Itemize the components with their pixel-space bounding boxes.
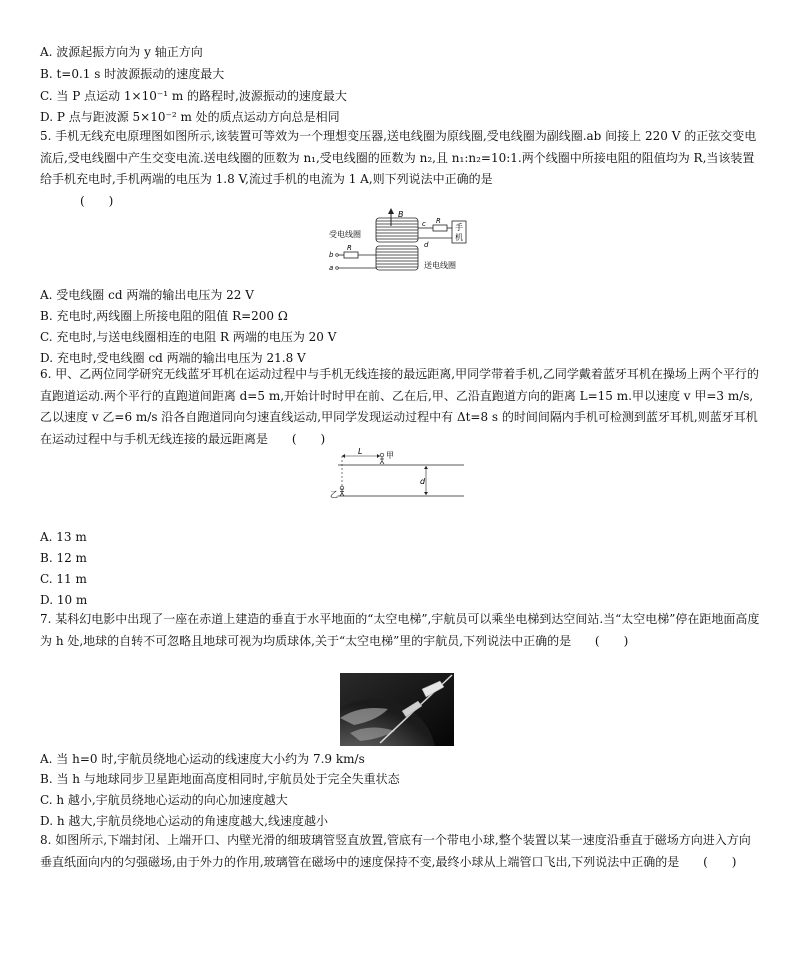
label-d: d — [424, 241, 429, 249]
q5-charger-figure — [328, 208, 478, 274]
d-arrow-top — [424, 466, 428, 469]
label-phone-2: 机 — [455, 233, 463, 242]
q7-stem-text: 7. 某科幻电影中出现了一座在赤道上建造的垂直于水平地面的“太空电梯”,宇航员可以乘坐电梯到达空间站.当“太空电梯”停在距地面高度为 h 处,地球的自转不可忽略且地球可视为均质球体,关于“太空电梯”里的宇航员,下列说法中正确的是 — [40, 612, 760, 648]
q5-stem-text: 5. 手机无线充电原理图如图所示,该装置可等效为一个理想变压器,送电线圈为原线圈,受电线圈为副线圈.ab 间接上 220 V 的正弦交变电流后,受电线圈中产生交变电流.送电线圈的匝数为 n₁,受电线圈的匝数为 n₂,且 n₁:n₂=10:1.两个线圈中所接电阻的阻值均为 R,当该装置给手机充电时,手机两端的电压为 1.8 V,流过手机的电流为 1 A,则下列说法中正确的是 — [40, 129, 757, 186]
label-receive-coil: 受电线圈 — [329, 230, 361, 239]
q7-stem — [40, 609, 760, 652]
runner-yi-icon — [340, 486, 344, 496]
label-b: b — [329, 251, 334, 259]
q8-answer-paren: ( ) — [703, 854, 737, 869]
q6-answer-paren: ( ) — [291, 431, 326, 446]
b-field-arrowhead — [388, 208, 394, 214]
q6-option-d: D. 10 m — [40, 593, 88, 607]
q8-stem — [40, 830, 760, 873]
label-c: c — [422, 220, 426, 228]
label-b-field: B — [398, 210, 404, 219]
q4-option-a: A. 波源起振方向为 y 轴正方向 — [40, 45, 203, 59]
space-elevator-photo — [340, 673, 454, 746]
q5-option-d: D. 充电时,受电线圈 cd 两端的输出电压为 21.8 V — [40, 351, 306, 365]
l-arrow-left — [342, 454, 345, 458]
receive-coil — [376, 218, 418, 242]
q6-stem — [40, 364, 760, 450]
q7-answer-paren: ( ) — [594, 633, 629, 648]
q4-option-d: D. P 点与距波源 5×10⁻² m 处的质点运动方向总是相同 — [40, 110, 340, 124]
q5-answer-paren: ( ) — [80, 193, 114, 208]
q5-stem — [40, 126, 760, 212]
q4-option-c: C. 当 P 点运动 1×10⁻¹ m 的路程时,波源振动的速度最大 — [40, 89, 347, 103]
q6-option-a: A. 13 m — [40, 530, 87, 544]
terminal-b — [336, 254, 339, 257]
label-l: L — [358, 447, 363, 456]
runner-jia-icon — [380, 453, 384, 464]
q6-stem-text: 6. 甲、乙两位同学研究无线蓝牙耳机在运动过程中与手机无线连接的最远距离,甲同学带着手机,乙同学戴着蓝牙耳机在操场上两个平行的直跑道运动.两个平行的直跑道间距离 d=5 m,开始计时时甲在前、乙在后,甲、乙沿直跑道方向的距离 L=15 m.甲以速度 v 甲=3 m/s,乙以速度 v 乙=6 m/s 沿各自跑道同向匀速直线运动,甲同学发现运动过程中有 Δt=8 s 的时间间隔内手机可检测到蓝牙耳机,则蓝牙耳机在运动过程中与手机无线连接的最远距离是 — [40, 367, 759, 446]
q4-option-b: B. t=0.1 s 时波源振动的速度最大 — [40, 67, 225, 81]
q7-option-a: A. 当 h=0 时,宇航员绕地心运动的线速度大小约为 7.9 km/s — [40, 752, 365, 766]
l-arrow-right — [377, 454, 380, 458]
label-r-bottom: R — [347, 244, 352, 252]
label-phone-1: 手 — [455, 223, 463, 232]
q5-option-b: B. 充电时,两线圈上所接电阻的阻值 R=200 Ω — [40, 309, 288, 323]
q8-stem-text: 8. 如图所示,下端封闭、上端开口、内壁光滑的细玻璃管竖直放置,管底有一个带电小球,整个装置以某一速度沿垂直于磁场方向进入方向垂直纸面向内的匀强磁场,由于外力的作用,玻璃管在磁场中的速度保持不变,最终小球从上端管口飞出,下列说法中正确的是 — [40, 833, 751, 869]
label-d-width: d — [420, 477, 426, 486]
label-jia: 甲 — [386, 451, 394, 460]
space-elevator-illustration — [340, 673, 454, 746]
q7-option-d: D. h 越大,宇航员绕地心运动的角速度越大,线速度越小 — [40, 814, 328, 828]
q5-option-a: A. 受电线圈 cd 两端的输出电压为 22 V — [40, 288, 254, 302]
q7-option-b: B. 当 h 与地球同步卫星距地面高度相同时,宇航员处于完全失重状态 — [40, 772, 400, 786]
q6-option-b: B. 12 m — [40, 551, 87, 565]
label-yi: 乙 — [330, 490, 338, 499]
q5-option-c: C. 充电时,与送电线圈相连的电阻 R 两端的电压为 20 V — [40, 330, 337, 344]
q6-option-c: C. 11 m — [40, 572, 87, 586]
q6-track-figure — [330, 446, 466, 504]
label-send-coil: 送电线圈 — [424, 261, 456, 270]
terminal-a — [336, 267, 339, 270]
send-coil — [376, 246, 418, 270]
q7-option-c: C. h 越小,宇航员绕地心运动的向心加速度越大 — [40, 793, 288, 807]
source-circuit — [338, 252, 376, 268]
d-arrow-bottom — [424, 492, 428, 495]
label-a: a — [329, 264, 334, 272]
label-r-top: R — [436, 217, 441, 225]
